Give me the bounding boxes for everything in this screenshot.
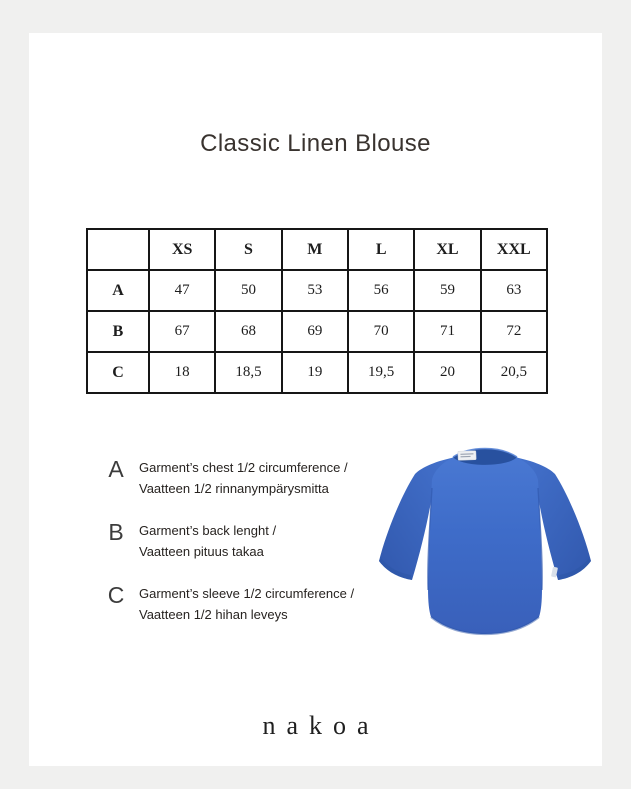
size-column-header: XXL (481, 229, 547, 270)
size-value-cell: 19 (282, 352, 348, 393)
size-value-cell: 50 (215, 270, 281, 311)
size-value-cell: 59 (414, 270, 480, 311)
table-row-b (87, 311, 547, 352)
size-value-cell: 20 (414, 352, 480, 393)
size-guide-card (29, 33, 602, 766)
size-value-cell: 68 (215, 311, 281, 352)
legend-line-en: Garment’s back lenght / (139, 523, 277, 538)
size-value-cell: 18 (149, 352, 215, 393)
size-table (86, 228, 548, 394)
size-column-header: L (348, 229, 414, 270)
size-value-cell: 67 (149, 311, 215, 352)
legend-letter: A (108, 456, 124, 482)
size-value-cell: 70 (348, 311, 414, 352)
size-value-cell: 63 (481, 270, 547, 311)
size-value-cell: 53 (282, 270, 348, 311)
measurement-legend (103, 456, 373, 645)
size-value-cell: 18,5 (215, 352, 281, 393)
size-column-header: XS (149, 229, 215, 270)
size-value-cell: 56 (348, 270, 414, 311)
legend-line-fi: Vaatteen 1/2 hihan leveys (139, 607, 288, 622)
size-column-header: XL (414, 229, 480, 270)
size-value-cell: 47 (149, 270, 215, 311)
legend-line-fi: Vaatteen 1/2 rinnanympärysmitta (139, 481, 329, 496)
size-value-cell: 69 (282, 311, 348, 352)
size-value-cell: 72 (481, 311, 547, 352)
brand-logo: nakoa (262, 711, 380, 740)
legend-text (139, 456, 348, 499)
row-label: C (87, 352, 149, 393)
legend-item-b (103, 519, 373, 562)
size-value-cell: 19,5 (348, 352, 414, 393)
neck-label (458, 451, 476, 461)
size-value-cell: 20,5 (481, 352, 547, 393)
legend-line-en: Garment’s chest 1/2 circumference / (139, 460, 348, 475)
legend-item-a (103, 456, 373, 499)
table-row-a (87, 270, 547, 311)
legend-item-c (103, 582, 373, 625)
row-label: B (87, 311, 149, 352)
legend-line-fi: Vaatteen pituus takaa (139, 544, 264, 559)
page-title: Classic Linen Blouse (200, 130, 431, 157)
blouse-body (428, 450, 542, 634)
product-photo-blue-linen-blouse (372, 430, 600, 658)
table-header-row (87, 229, 547, 270)
legend-text (139, 582, 354, 625)
row-label: A (87, 270, 149, 311)
table-corner-cell (87, 229, 149, 270)
legend-line-en: Garment’s sleeve 1/2 circumference / (139, 586, 355, 601)
legend-letter: C (107, 582, 125, 608)
size-column-header: M (282, 229, 348, 270)
size-value-cell: 71 (414, 311, 480, 352)
legend-text (139, 519, 276, 562)
blouse-illustration (372, 430, 600, 658)
size-column-header: S (215, 229, 281, 270)
legend-letter: B (108, 519, 124, 545)
table-row-c (87, 352, 547, 393)
